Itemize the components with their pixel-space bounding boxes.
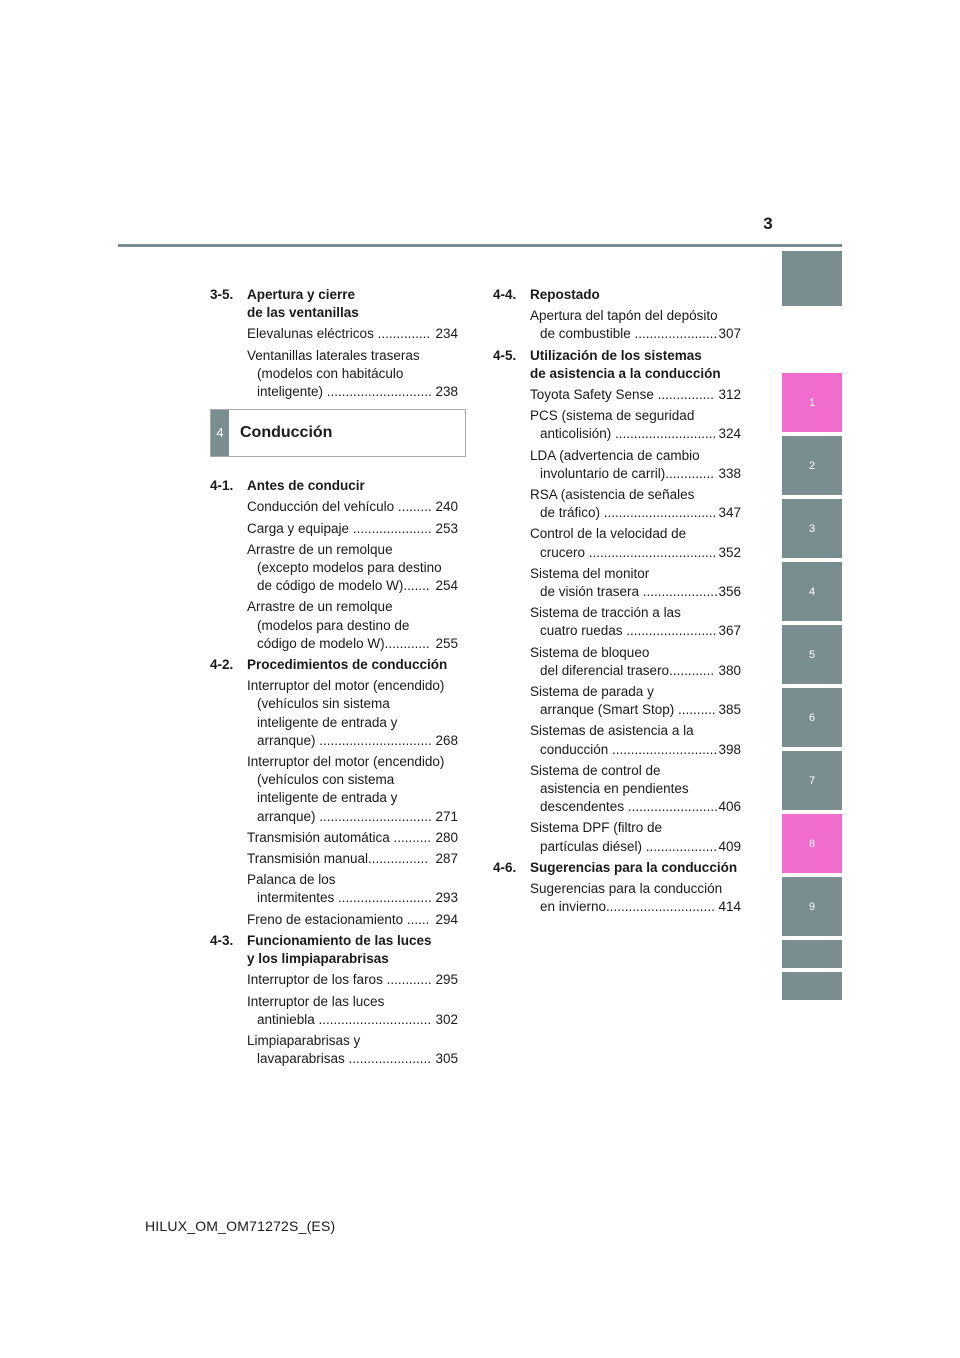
- toc-entry[interactable]: [247, 871, 466, 907]
- toc-entry[interactable]: [530, 565, 749, 601]
- toc-section: [210, 286, 466, 401]
- section-title: Antes de conducir: [247, 478, 365, 494]
- entry-title: Carga y equipaje .....................: [247, 520, 432, 536]
- entry-title: LDA (advertencia de cambio involuntario de carril).............: [530, 447, 715, 481]
- toc-entry[interactable]: [530, 447, 749, 483]
- entry-title: Sistemas de asistencia a la conducción ............................: [530, 723, 718, 757]
- section-heading: [493, 286, 749, 304]
- toc-entry[interactable]: [247, 541, 466, 596]
- toc-entry[interactable]: [530, 486, 749, 522]
- section-number: 4-6.: [493, 859, 517, 875]
- section-number: 4-2.: [210, 657, 234, 673]
- chapter-tab[interactable]: 2: [782, 436, 842, 495]
- chapter-tab[interactable]: 5: [782, 625, 842, 684]
- chapter-tab[interactable]: 9: [782, 877, 842, 936]
- entry-page-number: 338: [718, 465, 741, 481]
- entry-page-number: 234: [435, 326, 458, 342]
- toc-section: [210, 932, 466, 1068]
- entry-title: Apertura del tapón del depósito de combustible ......................: [530, 308, 718, 342]
- entry-title: Sistema del monitor de visión trasera ....................: [530, 565, 718, 600]
- chapter-tab[interactable]: 6: [782, 688, 842, 747]
- toc-entry[interactable]: [530, 880, 749, 916]
- section-title: Apertura y cierre de las ventanillas: [247, 287, 359, 321]
- entry-title: Sistema de tracción a las cuatro ruedas ........................: [530, 605, 717, 639]
- toc-right-column: [493, 286, 749, 920]
- entry-page-number: 409: [718, 838, 741, 854]
- entry-title: Transmisión manual................: [247, 851, 429, 867]
- section-number: 4-5.: [493, 347, 517, 363]
- section-heading: [210, 286, 466, 322]
- section-title: Utilización de los sistemas de asistencia a la conducción: [530, 347, 721, 381]
- toc-entry[interactable]: [247, 498, 466, 516]
- toc-entry[interactable]: [247, 1032, 466, 1068]
- section-heading: [210, 932, 466, 968]
- entry-page-number: 398: [718, 741, 741, 757]
- chapter-tab[interactable]: 4: [782, 562, 842, 621]
- toc-entry[interactable]: [247, 677, 466, 750]
- toc-entry[interactable]: [530, 604, 749, 640]
- toc-entry[interactable]: [530, 307, 749, 343]
- chapter-tab[interactable]: 1: [782, 373, 842, 432]
- entry-title: Arrastre de un remolque (modelos para destino de código de modelo W)............: [247, 599, 430, 651]
- entry-title: Conducción del vehículo .........: [247, 499, 432, 515]
- entry-title: Arrastre de un remolque (excepto modelos para destino de código de modelo W).......: [247, 541, 442, 594]
- entry-title: Interruptor de los faros ............: [247, 972, 432, 988]
- section-number: 4-4.: [493, 287, 517, 302]
- entry-title: RSA (asistencia de señales de tráfico) ..............................: [530, 487, 717, 521]
- section-number: 4-1.: [210, 478, 234, 494]
- section-title: Repostado: [530, 287, 600, 302]
- entry-page-number: 268: [435, 732, 458, 748]
- section-title: Procedimientos de conducción: [247, 657, 448, 673]
- toc-section: [493, 859, 749, 917]
- entry-page-number: 385: [718, 702, 741, 718]
- toc-sections-main: [210, 477, 466, 1068]
- toc-left-column: [210, 286, 466, 1071]
- chapter-tab[interactable]: 8: [782, 814, 842, 873]
- section-heading: [210, 656, 466, 674]
- entry-page-number: 367: [718, 623, 741, 639]
- toc-sections-top: [210, 286, 466, 401]
- toc-entry[interactable]: [530, 762, 749, 817]
- entry-title: Ventanillas laterales traseras (modelos con habitáculo inteligente) ............................: [247, 347, 432, 400]
- toc-entry[interactable]: [530, 525, 749, 561]
- entry-page-number: 347: [718, 505, 741, 521]
- entry-page-number: 305: [435, 1051, 458, 1067]
- entry-title: Interruptor del motor (encendido) (vehículos sin sistema inteligente de entrada y arranque) ..............................: [247, 678, 445, 748]
- entry-page-number: 238: [435, 384, 458, 400]
- section-number: 4-3.: [210, 932, 234, 948]
- entry-page-number: 307: [718, 326, 741, 342]
- entry-page-number: 293: [435, 890, 458, 906]
- entry-page-number: 294: [435, 911, 458, 927]
- section-heading: [493, 347, 749, 383]
- entry-page-number: 324: [718, 426, 741, 442]
- entry-page-number: 254: [435, 578, 458, 594]
- entry-title: Limpiaparabrisas y lavaparabrisas ......................: [247, 1032, 432, 1067]
- entry-page-number: 352: [718, 544, 741, 560]
- toc-entry[interactable]: [247, 850, 466, 868]
- entry-page-number: 240: [435, 499, 458, 515]
- entry-page-number: 255: [435, 635, 458, 651]
- toc-entry[interactable]: [530, 644, 749, 680]
- entry-page-number: 312: [718, 387, 741, 403]
- entry-title: Sistema de control de asistencia en pendientes descendentes ........................: [530, 762, 718, 815]
- entry-title: Sistema de parada y arranque (Smart Stop) ..........: [530, 684, 716, 718]
- entry-title: Sistema DPF (filtro de partículas diésel) ...................: [530, 820, 718, 854]
- entry-title: Interruptor de las luces antiniebla ..............................: [247, 993, 432, 1027]
- chapter-title: Conducción: [240, 424, 333, 442]
- section-heading: [210, 477, 466, 495]
- toc-section: [210, 477, 466, 653]
- toc-entry[interactable]: [530, 407, 749, 443]
- toc-entry[interactable]: [530, 819, 749, 855]
- entry-title: Interruptor del motor (encendido) (vehículos con sistema inteligente de entrada y arranque) ..............................: [247, 754, 445, 824]
- entry-title: Control de la velocidad de crucero ..................................: [530, 526, 717, 560]
- footer-code: HILUX_OM_OM71272S_(ES): [145, 1218, 336, 1234]
- toc-entry[interactable]: [530, 386, 749, 404]
- entry-page-number: 280: [435, 829, 458, 845]
- toc-section: [493, 286, 749, 344]
- toc-entry[interactable]: [247, 829, 466, 847]
- toc-entry[interactable]: [530, 722, 749, 758]
- toc-entry[interactable]: [247, 911, 466, 929]
- toc-entry[interactable]: [247, 520, 466, 538]
- chapter-tab[interactable]: [782, 940, 842, 968]
- chapter-tab[interactable]: 3: [782, 499, 842, 558]
- header-rule: [118, 244, 842, 247]
- toc-entry[interactable]: [247, 993, 466, 1029]
- entry-page-number: 295: [435, 972, 458, 988]
- entry-page-number: 414: [718, 899, 741, 915]
- toc-entry[interactable]: [247, 971, 466, 989]
- entry-title: Sugerencias para la conducción en invierno.............................: [530, 881, 723, 915]
- toc-sections-right: [493, 286, 749, 917]
- entry-title: Transmisión automática ..........: [247, 829, 432, 845]
- toc-section: [493, 347, 749, 856]
- entry-title: Freno de estacionamiento ......: [247, 911, 430, 927]
- entry-page-number: 356: [718, 584, 741, 600]
- entry-page-number: 253: [435, 520, 458, 536]
- chapter-tab[interactable]: 7: [782, 751, 842, 810]
- section-title: Sugerencias para la conducción: [530, 859, 738, 875]
- entry-page-number: 271: [435, 808, 458, 824]
- section-heading: [493, 859, 749, 877]
- section-number: 3-5.: [210, 287, 234, 302]
- section-title: Funcionamiento de las luces y los limpiaparabrisas: [247, 932, 432, 967]
- entry-page-number: 380: [718, 662, 741, 678]
- entry-title: Palanca de los intermitentes .........................: [247, 872, 432, 906]
- chapter-number: 4: [211, 410, 229, 456]
- entry-page-number: 406: [718, 799, 741, 815]
- entry-title: Elevalunas eléctricos ..............: [247, 326, 431, 342]
- entry-title: PCS (sistema de seguridad anticolisión) ...........................: [530, 408, 717, 442]
- chapter-tab[interactable]: [782, 251, 842, 306]
- chapter-header[interactable]: [210, 409, 466, 457]
- entry-page-number: 287: [435, 851, 458, 867]
- entry-page-number: 302: [435, 1011, 458, 1027]
- toc-entry[interactable]: [247, 598, 466, 653]
- toc-entry[interactable]: [247, 325, 466, 343]
- toc-section: [210, 656, 466, 929]
- chapter-tab[interactable]: [782, 972, 842, 1000]
- page-number: 3: [763, 214, 773, 233]
- toc-entry[interactable]: [247, 347, 466, 402]
- entry-title: Sistema de bloqueo del diferencial trasero............: [530, 644, 715, 678]
- toc-entry[interactable]: [530, 683, 749, 719]
- entry-title: Toyota Safety Sense ...............: [530, 387, 714, 403]
- toc-entry[interactable]: [247, 753, 466, 826]
